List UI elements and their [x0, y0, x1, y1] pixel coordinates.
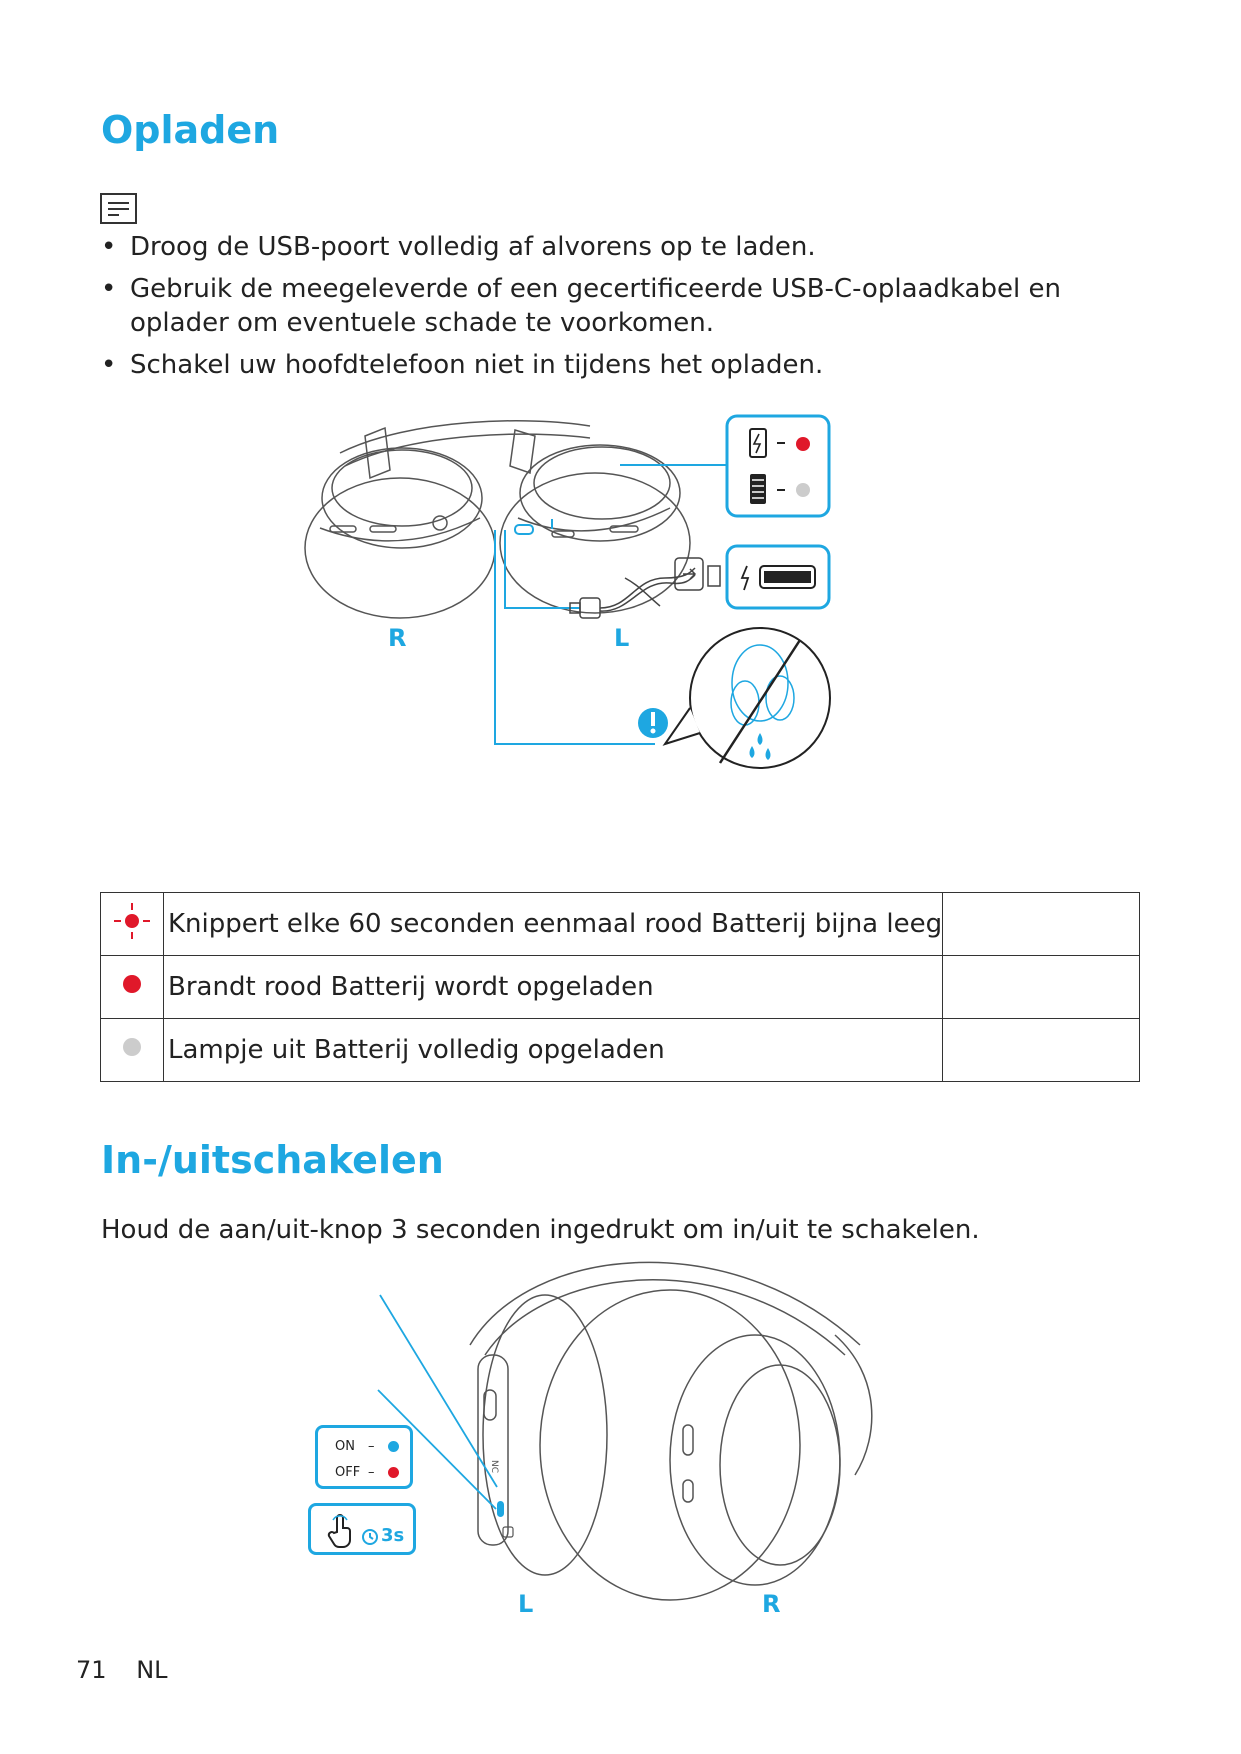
list-item: • Droog de USB-poort volledig af alvorens op te laden.	[101, 232, 816, 262]
status-text: Knippert elke 60 seconden eenmaal rood Batterij bijna leeg	[168, 909, 943, 939]
press-duration-box	[308, 1503, 416, 1555]
status-text: Lampje uit Batterij volledig opgeladen	[168, 1035, 665, 1065]
battery-status-box	[727, 416, 829, 516]
status-text: Brandt rood Batterij wordt opgeladen	[168, 972, 654, 1002]
table-row	[101, 956, 1140, 1019]
nc-button-label: NC	[489, 1460, 499, 1474]
table-row	[101, 893, 1140, 956]
hand-press-icon	[325, 1512, 359, 1550]
power-instruction: Houd de aan/uit-knop 3 seconden ingedrukt om in/uit te schakelen.	[101, 1215, 980, 1245]
grey-led-icon	[120, 1035, 144, 1059]
note-icon	[100, 193, 137, 224]
red-led-icon	[388, 1467, 399, 1478]
power-button-highlight	[497, 1501, 504, 1517]
diagram-label-right: R	[388, 624, 407, 652]
clock-icon	[361, 1528, 379, 1546]
section-title-power: In-/uitschakelen	[101, 1138, 444, 1182]
no-water-warning	[638, 628, 830, 768]
led-status-table	[100, 892, 1140, 1082]
page-number: 71	[76, 1656, 107, 1684]
table-row	[101, 1019, 1140, 1082]
page-footer	[76, 1656, 190, 1684]
diagram-label-left: L	[518, 1590, 534, 1618]
off-label: OFF	[335, 1465, 361, 1480]
blue-led-icon	[388, 1441, 399, 1452]
diagram-label-right: R	[762, 1590, 781, 1618]
blinking-red-led-icon	[112, 901, 152, 941]
list-item: • Schakel uw hoofdtelefoon niet in tijdens het opladen.	[101, 350, 824, 380]
diagram-label-left: L	[614, 624, 630, 652]
charging-tips-list	[98, 230, 1158, 390]
charger-box	[727, 546, 829, 608]
red-led-icon	[120, 972, 144, 996]
on-label: ON	[335, 1439, 355, 1454]
list-item: • Gebruik de meegeleverde of een gecertificeerde USB-C-oplaadkabel en oplader om eventuele schade te voorkomen.	[101, 274, 1061, 338]
duration-label: 3s	[381, 1525, 405, 1546]
language-code: NL	[136, 1656, 168, 1684]
section-title-charging: Opladen	[101, 108, 280, 152]
on-off-indicator-box: ON – OFF –	[315, 1425, 413, 1489]
